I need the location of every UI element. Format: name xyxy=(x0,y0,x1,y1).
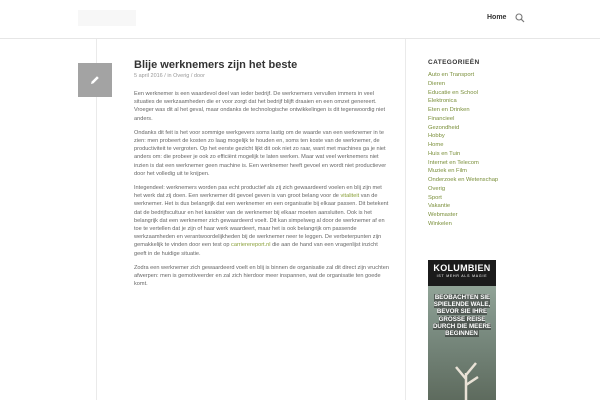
post-paragraph: Zodra een werknemer zich gewaardeerd voelt en blij is binnen de organisatie zal dit direct zijn vruchten afwerpen: men is gemotiveerder en zal zich hierdoor meer inspannen, wat de organisatie ten goede komt. xyxy=(134,264,389,288)
categories-list xyxy=(428,71,498,229)
category-link[interactable]: Internet en Telecom xyxy=(428,159,479,166)
inline-link[interactable]: vitaliteit xyxy=(340,193,360,200)
category-link[interactable]: Vakantie xyxy=(428,203,451,210)
categories-heading: CATEGORIEËN xyxy=(428,59,480,66)
category-link[interactable]: Onderzoek en Wetenschap xyxy=(428,177,499,183)
post-format-icon xyxy=(78,63,112,97)
category-link[interactable]: Winkelen xyxy=(428,220,452,227)
category-link[interactable]: Educatie en School xyxy=(428,89,478,96)
category-link[interactable]: Elektronica xyxy=(428,98,457,105)
category-link[interactable]: Muziek en Film xyxy=(428,168,467,175)
post-paragraph: Een werknemer is een waardevol deel van ieder bedrijf. De werknemers vervullen immers in veel situaties de werkzaamheden die er voor zorgt dat het bedrijf blijft draaien en een omzet genereert. Vroeger was dit al het geval, maar ondanks de technologische ontwikkelingen is dit tegenwoordig niet anders. xyxy=(134,91,386,122)
post-title[interactable]: Blije werknemers zijn het beste xyxy=(134,59,298,71)
post-paragraph: Ondanks dit feit is het voor sommige werkgevers soms lastig om de waarde van een werknemer in te zien: men probeert de kosten zo laag mogelijk te houden en, soms ten koste van de werknemer, de productiviteit te vergroten. Op het eerste gezicht lijkt dit ook niet zo raar, want met machines ga je niet anders om: die probeer je ook zo efficiënt mogelijk te laten werken. Maar wat veel werknemers niet inzien is dat een werknemer geen machine is. Een werknemer heeft gevoel en wordt niet productiever door het volledig uit te knijpen. xyxy=(134,129,387,177)
category-link[interactable]: Financieel xyxy=(428,115,455,122)
post-meta: 5 april 2016 / in Overig / door xyxy=(134,73,205,79)
category-link[interactable]: Auto en Transport xyxy=(428,72,475,78)
pencil-icon xyxy=(89,74,101,86)
category-link[interactable]: Sport xyxy=(428,194,442,201)
category-link[interactable]: Overig xyxy=(428,185,446,192)
category-link[interactable]: Dieren xyxy=(428,80,446,87)
inline-link[interactable]: carrierereport.nl xyxy=(231,242,271,249)
search-icon[interactable] xyxy=(515,13,525,23)
category-link[interactable]: Hobby xyxy=(428,133,445,140)
category-link[interactable]: Eten en Drinken xyxy=(428,107,470,113)
ad-header xyxy=(428,260,496,286)
nav-home-link[interactable]: Home xyxy=(487,14,507,21)
category-link[interactable]: Webmaster xyxy=(428,212,458,218)
post-paragraph: Integendeel: werknemers worden pas echt productief als zij zich gewaardeerd voelen en blij zijn met het werk dat zij doen. Een werknemer dit gevoel geven is van groot belang voor de vitaliteit van de werknemer. Het is dus belangrijk dat een werknemer en een organisatie bij elkaar passen. Dit betekent dat de bedrijfscultuur en het karakter van de werknemer bij elkaar moeten aansluiten. Ook is het belangrijk dat een werknemer zich gewaardeerd voelt. Dit kan simpelweg al door de werknemer af en toe te vertellen dat je zijn of haar werk waardeert, maar het is ook belangrijk om passende werkzaamheden en verantwoordelijkheden bij de werknemer neer te leggen. De verbeterpunten zijn gemakkelijk te vinden door een test op carrierereport.nl die aan de hand van een vragenlijst inzicht geeft in de huidige situatie. xyxy=(134,185,389,257)
site-logo[interactable] xyxy=(78,10,136,26)
ad-tagline: IST MEHR ALS MAGIE xyxy=(436,274,488,278)
tree-illustration xyxy=(446,355,486,400)
advertisement-banner[interactable] xyxy=(428,260,496,400)
category-link[interactable]: Home xyxy=(428,142,444,148)
post-body xyxy=(134,90,389,294)
ad-brand: KOLUMBIEN xyxy=(433,263,491,273)
category-link[interactable]: Huis en Tuin xyxy=(428,150,461,157)
category-link[interactable]: Gezondheid xyxy=(428,124,460,131)
top-header xyxy=(0,0,600,39)
ad-text: BEOBACHTEN SIE SPIELENDE WALE, BEVOR SIE IHRE GROSSE REISE DURCH DIE MEERE BEGINNEN xyxy=(432,294,492,338)
sidebar-divider xyxy=(405,39,406,400)
